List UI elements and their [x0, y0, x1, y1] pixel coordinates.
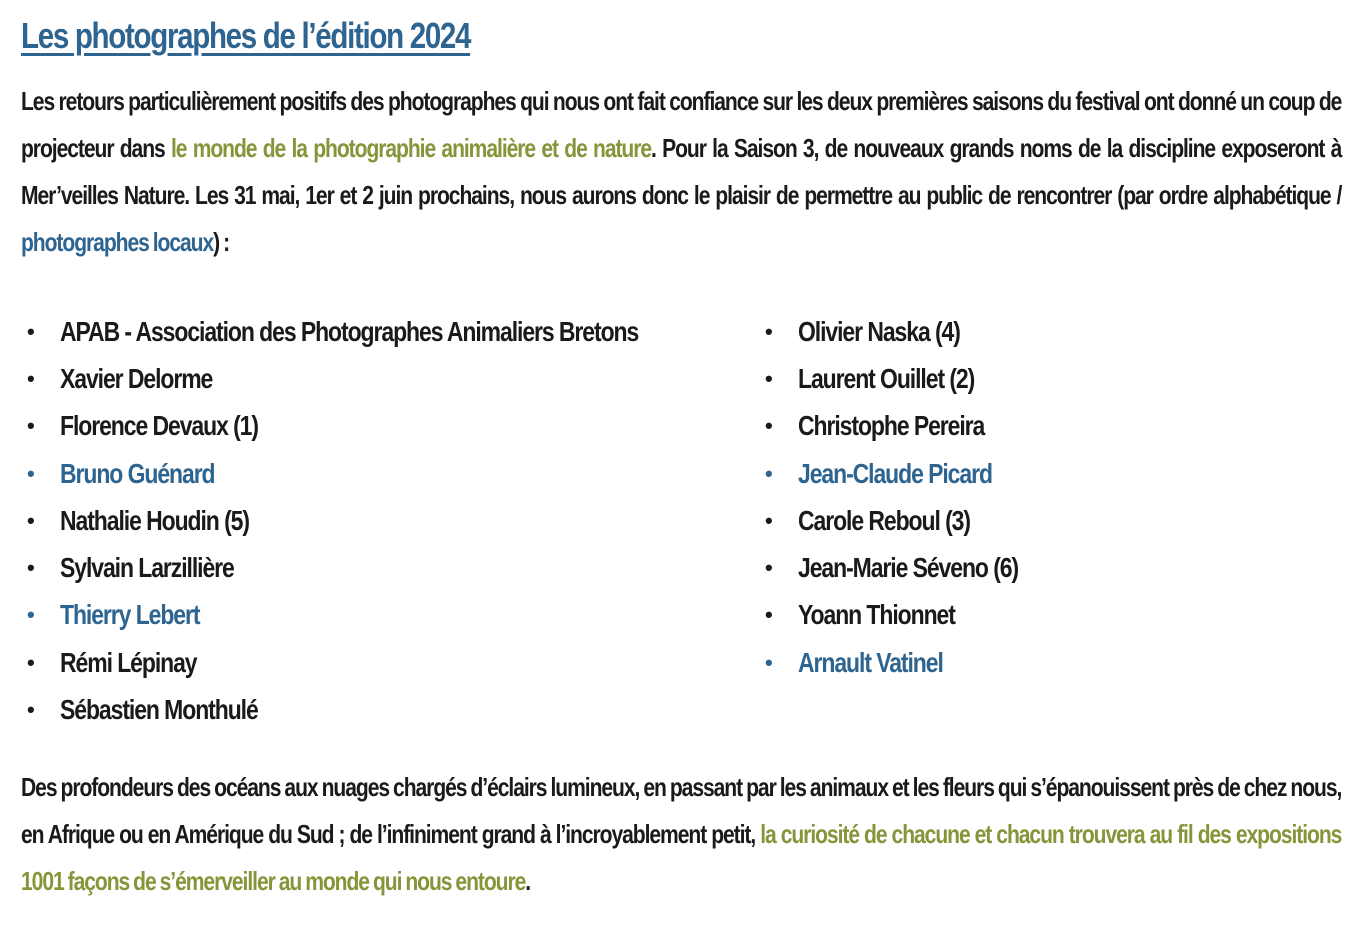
photographer-item[interactable]: [21, 450, 759, 497]
page-title[interactable]: Les photographes de l’édition 2024: [21, 15, 471, 56]
intro-text-2: . Pour la Saison 3, de nouveaux grands noms de la discipline exposeront à Mer’veilles Nature. Les 31 mai, 1er et 2 juin prochains, nous aurons donc le plaisir de permettre au public de rencontrer (par ordre alphabétique /: [21, 133, 1342, 210]
outro-paragraph: [21, 764, 1341, 905]
photographer-name: Jean-Claude Picard: [798, 457, 992, 489]
bullet-icon: •: [27, 460, 34, 486]
photographer-name: Arnault Vatinel: [798, 646, 943, 678]
bullet-icon: •: [765, 413, 772, 439]
photographer-item: [21, 308, 759, 355]
photographer-name: Sylvain Larzillière: [60, 552, 234, 584]
photographer-item: [21, 497, 759, 544]
bullet-icon: •: [765, 649, 772, 675]
bullet-icon: •: [27, 697, 34, 723]
photographer-item: [759, 544, 1319, 591]
outro-text-2: .: [525, 865, 531, 896]
bullet-icon: •: [765, 555, 772, 581]
bullet-icon: •: [765, 460, 772, 486]
intro-text-3: ) :: [213, 227, 230, 257]
photographer-name: Yoann Thionnet: [798, 599, 955, 631]
photographer-item: [21, 355, 759, 402]
bullet-icon: •: [765, 602, 772, 628]
photographer-name: Thierry Lebert: [60, 599, 200, 631]
outro-text-1: Des profondeurs des océans aux nuages chargés d’éclairs lumineux, en passant par les animaux et les fleurs qui s’épanouissent près de chez nous, en Afrique ou en Amérique du Sud ; de l’infiniment grand à l’incroyablement petit,: [21, 771, 1342, 849]
photographer-name: Bruno Guénard: [60, 457, 215, 489]
photographer-name: Carole Reboul (3): [798, 504, 970, 536]
photographer-list-left: [21, 308, 759, 734]
bullet-icon: •: [765, 318, 772, 344]
bullet-icon: •: [27, 507, 34, 533]
photographer-item: [759, 592, 1319, 639]
photographer-item: [759, 403, 1319, 450]
photographer-item: [21, 544, 759, 591]
photographer-name: Nathalie Houdin (5): [60, 504, 249, 536]
photographer-item: [759, 497, 1319, 544]
outro-highlight: la curiosité de chacune et chacun trouvera au fil des expositions 1001 façons de s’émerveiller au monde qui nous entoure: [21, 818, 1342, 896]
photographer-item: [21, 686, 759, 733]
photographer-name: Rémi Lépinay: [60, 646, 197, 678]
bullet-icon: •: [27, 649, 34, 675]
photographer-item[interactable]: [21, 592, 759, 639]
photographer-name: Laurent Ouillet (2): [798, 362, 975, 394]
photographer-item: [759, 355, 1319, 402]
bullet-icon: •: [27, 413, 34, 439]
bullet-icon: •: [765, 365, 772, 391]
bullet-icon: •: [765, 507, 772, 533]
intro-paragraph: [21, 78, 1341, 266]
bullet-icon: •: [27, 555, 34, 581]
photographer-item[interactable]: [759, 450, 1319, 497]
bullet-icon: •: [27, 602, 34, 628]
intro-highlight-local: photographes locaux: [21, 227, 214, 257]
photographer-item[interactable]: [759, 639, 1319, 686]
photographer-item: [21, 639, 759, 686]
photographer-lists: [21, 308, 1342, 734]
intro-text-1: Les retours particulièrement positifs des photographes qui nous ont fait confiance sur les deux premières saisons du festival ont donné un coup de projecteur dans: [21, 86, 1342, 163]
photographer-name: Florence Devaux (1): [60, 410, 258, 442]
photographer-name: Jean-Marie Séveno (6): [798, 552, 1019, 584]
intro-highlight-nature: le monde de la photographie animalière et de nature: [170, 133, 652, 163]
photographer-name: Xavier Delorme: [60, 362, 213, 394]
photographer-list-right: [759, 308, 1319, 734]
bullet-icon: •: [27, 318, 34, 344]
photographer-name: APAB - Association des Photographes Animaliers Bretons: [60, 315, 639, 347]
photographer-name: Olivier Naska (4): [798, 315, 960, 347]
photographer-name: Christophe Pereira: [798, 410, 985, 442]
photographer-item: [21, 403, 759, 450]
bullet-icon: •: [27, 365, 34, 391]
photographer-name: Sébastien Monthulé: [60, 694, 258, 726]
photographer-item: [759, 308, 1319, 355]
